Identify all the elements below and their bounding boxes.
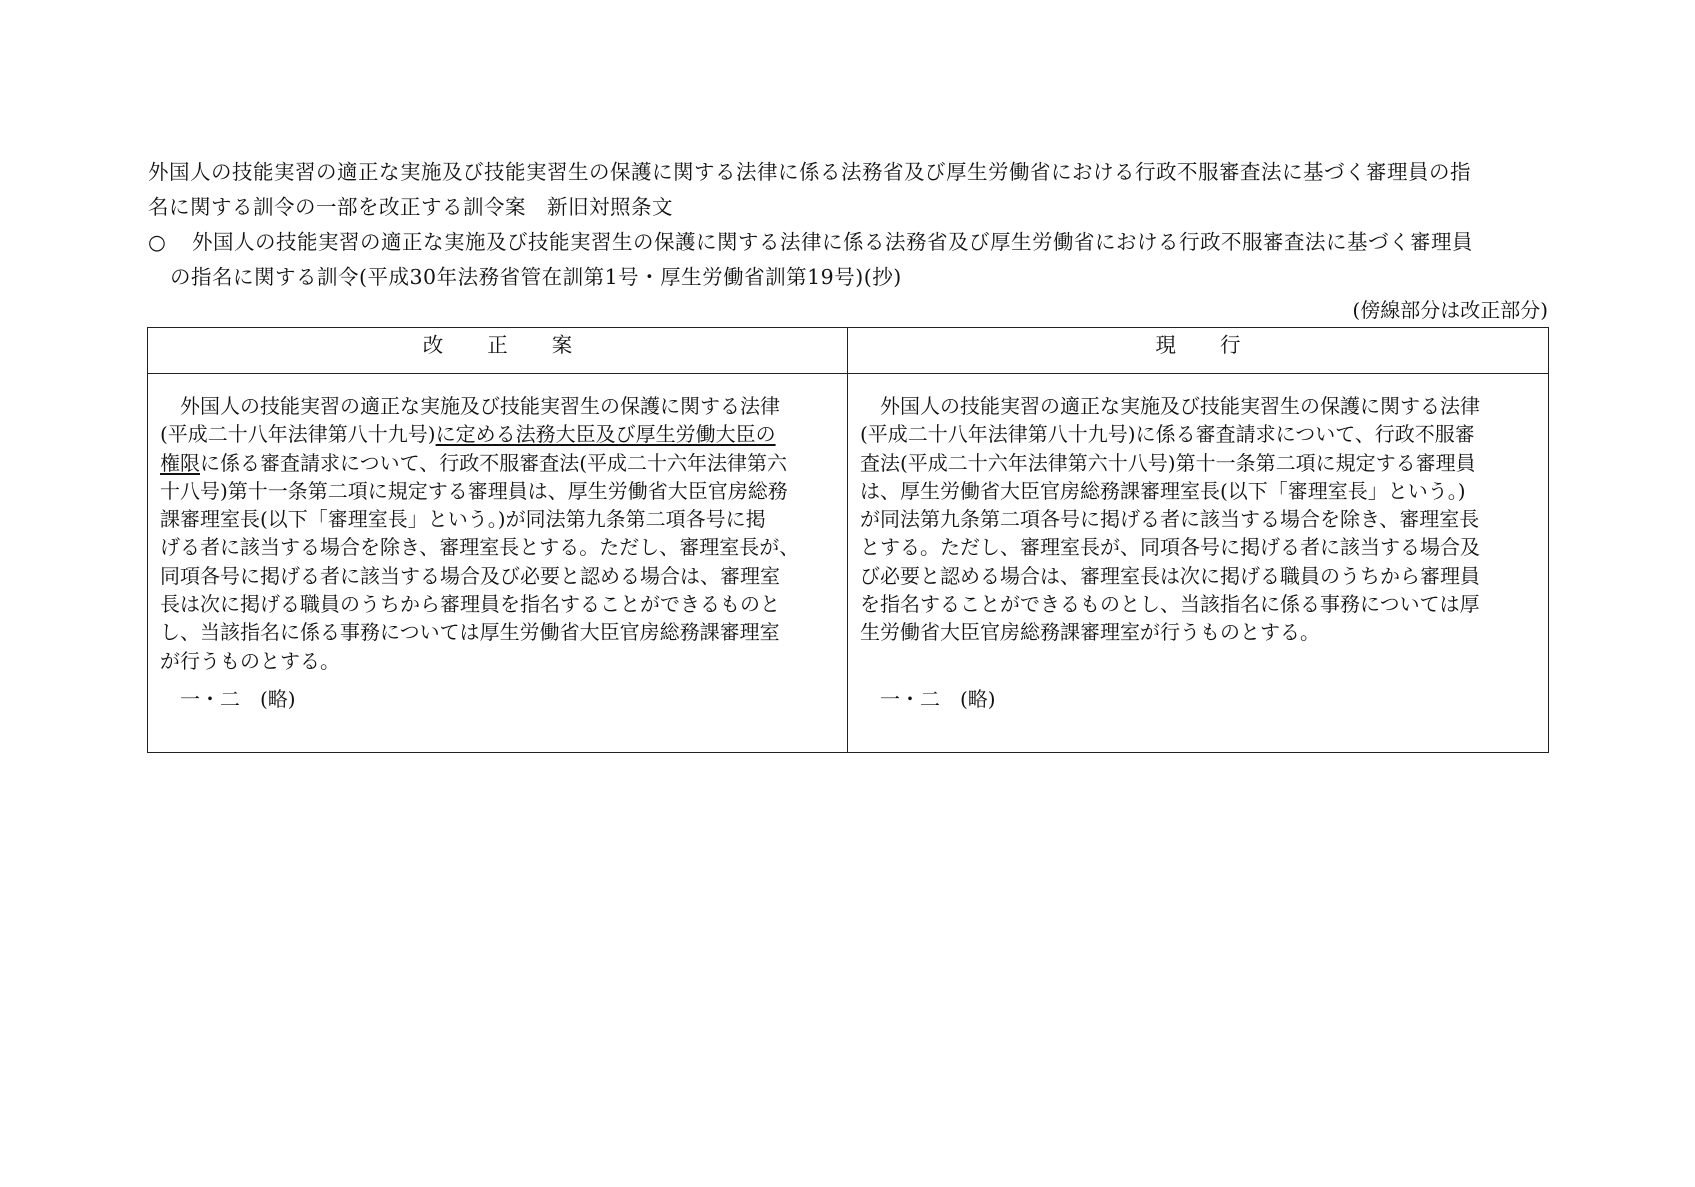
document-title bbox=[148, 155, 1548, 225]
law-line-1 bbox=[148, 225, 1548, 260]
text-line: は、厚生労働省大臣官房総務課審理室長(以下「審理室長」という。) bbox=[860, 478, 1466, 503]
current-text-cell bbox=[848, 374, 1549, 753]
law-line-1-text: 外国人の技能実習の適正な実施及び技能実習生の保護に関する法律に係る法務省及び厚生労働省における行政不服審査法に基づく審理員 bbox=[192, 230, 1473, 254]
underlined-change: に定める法務大臣及び厚生労働大臣の bbox=[435, 422, 776, 447]
header-revised-label: 改正案 bbox=[422, 333, 617, 357]
text-line: が同法第九条第二項各号に掲げる者に該当する場合を除き、審理室長 bbox=[860, 507, 1480, 532]
circle-marker: ○ bbox=[148, 230, 167, 254]
header-current-label: 現行 bbox=[1155, 333, 1285, 357]
omitted-items: 一・二 (略) bbox=[180, 686, 296, 711]
header-current bbox=[848, 328, 1549, 374]
comparison-table bbox=[147, 327, 1549, 753]
text-line: 生労働省大臣官房総務課審理室が行うものとする。 bbox=[860, 620, 1320, 645]
underlined-change: 権限 bbox=[160, 450, 200, 475]
text-line bbox=[160, 420, 837, 448]
text-line: 同項各号に掲げる者に該当する場合及び必要と認める場合は、審理室 bbox=[160, 563, 780, 588]
text-line: し、当該指名に係る事務については厚生労働省大臣官房総務課審理室 bbox=[160, 620, 780, 645]
text-line: 査法(平成二十六年法律第六十八号)第十一条第二項に規定する審理員 bbox=[860, 450, 1476, 475]
text-line: 十八号)第十一条第二項に規定する審理員は、厚生労働省大臣官房総務 bbox=[160, 478, 788, 503]
text-line: とする。ただし、審理室長が、同項各号に掲げる者に該当する場合及 bbox=[860, 535, 1480, 560]
text-line: が行うものとする。 bbox=[160, 648, 340, 673]
text-line: 課審理室長(以下「審理室長」という。)が同法第九条第二項各号に掲 bbox=[160, 507, 766, 532]
header-revised bbox=[148, 328, 848, 374]
title-line-2: 名に関する訓令の一部を改正する訓令案 新旧対照条文 bbox=[148, 195, 673, 219]
text-line: 外国人の技能実習の適正な実施及び技能実習生の保護に関する法律 bbox=[180, 394, 780, 418]
table-header-row bbox=[148, 328, 1549, 374]
table-body-row bbox=[148, 374, 1549, 753]
text-line-blank bbox=[860, 647, 1538, 675]
text-line: 長は次に掲げる職員のうちから審理員を指名することができるものと bbox=[160, 592, 780, 617]
omitted-items: 一・二 (略) bbox=[880, 686, 996, 711]
text-line: (平成二十八年法律第八十九号)に係る審査請求について、行政不服審 bbox=[860, 422, 1475, 447]
law-name bbox=[148, 225, 1548, 295]
underline-note: (傍線部分は改正部分) bbox=[1352, 298, 1548, 322]
text-line bbox=[160, 449, 837, 477]
title-line-1: 外国人の技能実習の適正な実施及び技能実習生の保護に関する法律に係る法務省及び厚生労働省における行政不服審査法に基づく審理員の指 bbox=[148, 160, 1471, 184]
text-segment: (平成二十八年法律第八十九号) bbox=[160, 422, 436, 447]
text-segment: に係る審査請求について、行政不服審査法(平成二十六年法律第六 bbox=[200, 450, 788, 475]
text-line: 外国人の技能実習の適正な実施及び技能実習生の保護に関する法律 bbox=[880, 394, 1480, 418]
text-line: を指名することができるものとし、当該指名に係る事務については厚 bbox=[860, 592, 1480, 617]
text-line: び必要と認める場合は、審理室長は次に掲げる職員のうちから審理員 bbox=[860, 563, 1480, 588]
law-line-2: の指名に関する訓令(平成30年法務省管在訓第1号・厚生労働省訓第19号)(抄) bbox=[170, 265, 902, 289]
text-line: げる者に該当する場合を除き、審理室長とする。ただし、審理室長が、 bbox=[160, 535, 800, 560]
revised-text-cell bbox=[148, 374, 848, 753]
